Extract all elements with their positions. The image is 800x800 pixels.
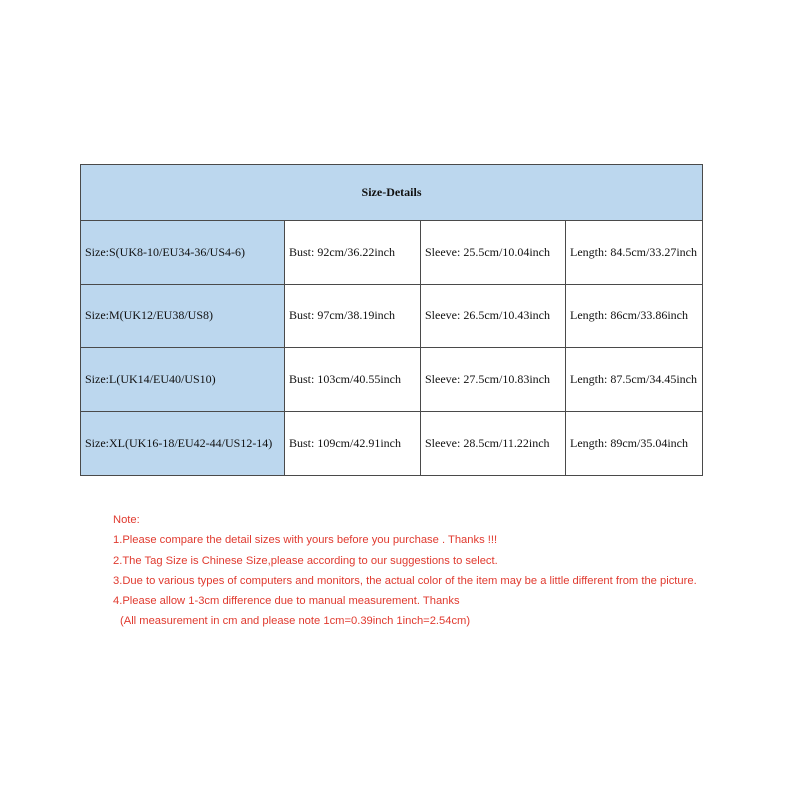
sleeve-cell: Sleeve: 25.5cm/10.04inch bbox=[421, 220, 566, 284]
table-header-row bbox=[81, 165, 703, 221]
bust-cell: Bust: 97cm/38.19inch bbox=[285, 284, 421, 348]
table-row bbox=[81, 220, 703, 284]
table-row bbox=[81, 284, 703, 348]
table-row bbox=[81, 348, 703, 412]
size-label-cell: Size:XL(UK16-18/EU42-44/US12-14) bbox=[81, 412, 285, 476]
note-line: 1.Please compare the detail sizes with yours before you purchase . Thanks !!! bbox=[113, 534, 498, 547]
length-cell: Length: 86cm/33.86inch bbox=[566, 284, 703, 348]
sleeve-cell: Sleeve: 28.5cm/11.22inch bbox=[421, 412, 566, 476]
note-line: 3.Due to various types of computers and monitors, the actual color of the item may be a little different from the picture. bbox=[113, 574, 697, 587]
note-measurement-line: (All measurement in cm and please note 1cm=0.39inch 1inch=2.54cm) bbox=[120, 615, 471, 628]
length-cell: Length: 89cm/35.04inch bbox=[566, 412, 703, 476]
notes-section bbox=[113, 510, 773, 632]
sleeve-cell: Sleeve: 26.5cm/10.43inch bbox=[421, 284, 566, 348]
size-label-cell: Size:S(UK8-10/EU34-36/US4-6) bbox=[81, 220, 285, 284]
bust-cell: Bust: 92cm/36.22inch bbox=[285, 220, 421, 284]
sleeve-cell: Sleeve: 27.5cm/10.83inch bbox=[421, 348, 566, 412]
table-row bbox=[81, 412, 703, 476]
length-cell: Length: 87.5cm/34.45inch bbox=[566, 348, 703, 412]
length-cell: Length: 84.5cm/33.27inch bbox=[566, 220, 703, 284]
note-line: 2.The Tag Size is Chinese Size,please according to our suggestions to select. bbox=[113, 554, 498, 567]
size-label-cell: Size:L(UK14/EU40/US10) bbox=[81, 348, 285, 412]
size-details-table bbox=[80, 164, 703, 476]
note-line: 4.Please allow 1-3cm difference due to manual measurement. Thanks bbox=[113, 595, 460, 608]
size-label-cell: Size:M(UK12/EU38/US8) bbox=[81, 284, 285, 348]
bust-cell: Bust: 109cm/42.91inch bbox=[285, 412, 421, 476]
notes-heading: Note: bbox=[113, 514, 140, 526]
bust-cell: Bust: 103cm/40.55inch bbox=[285, 348, 421, 412]
table-title: Size-Details bbox=[81, 165, 703, 221]
